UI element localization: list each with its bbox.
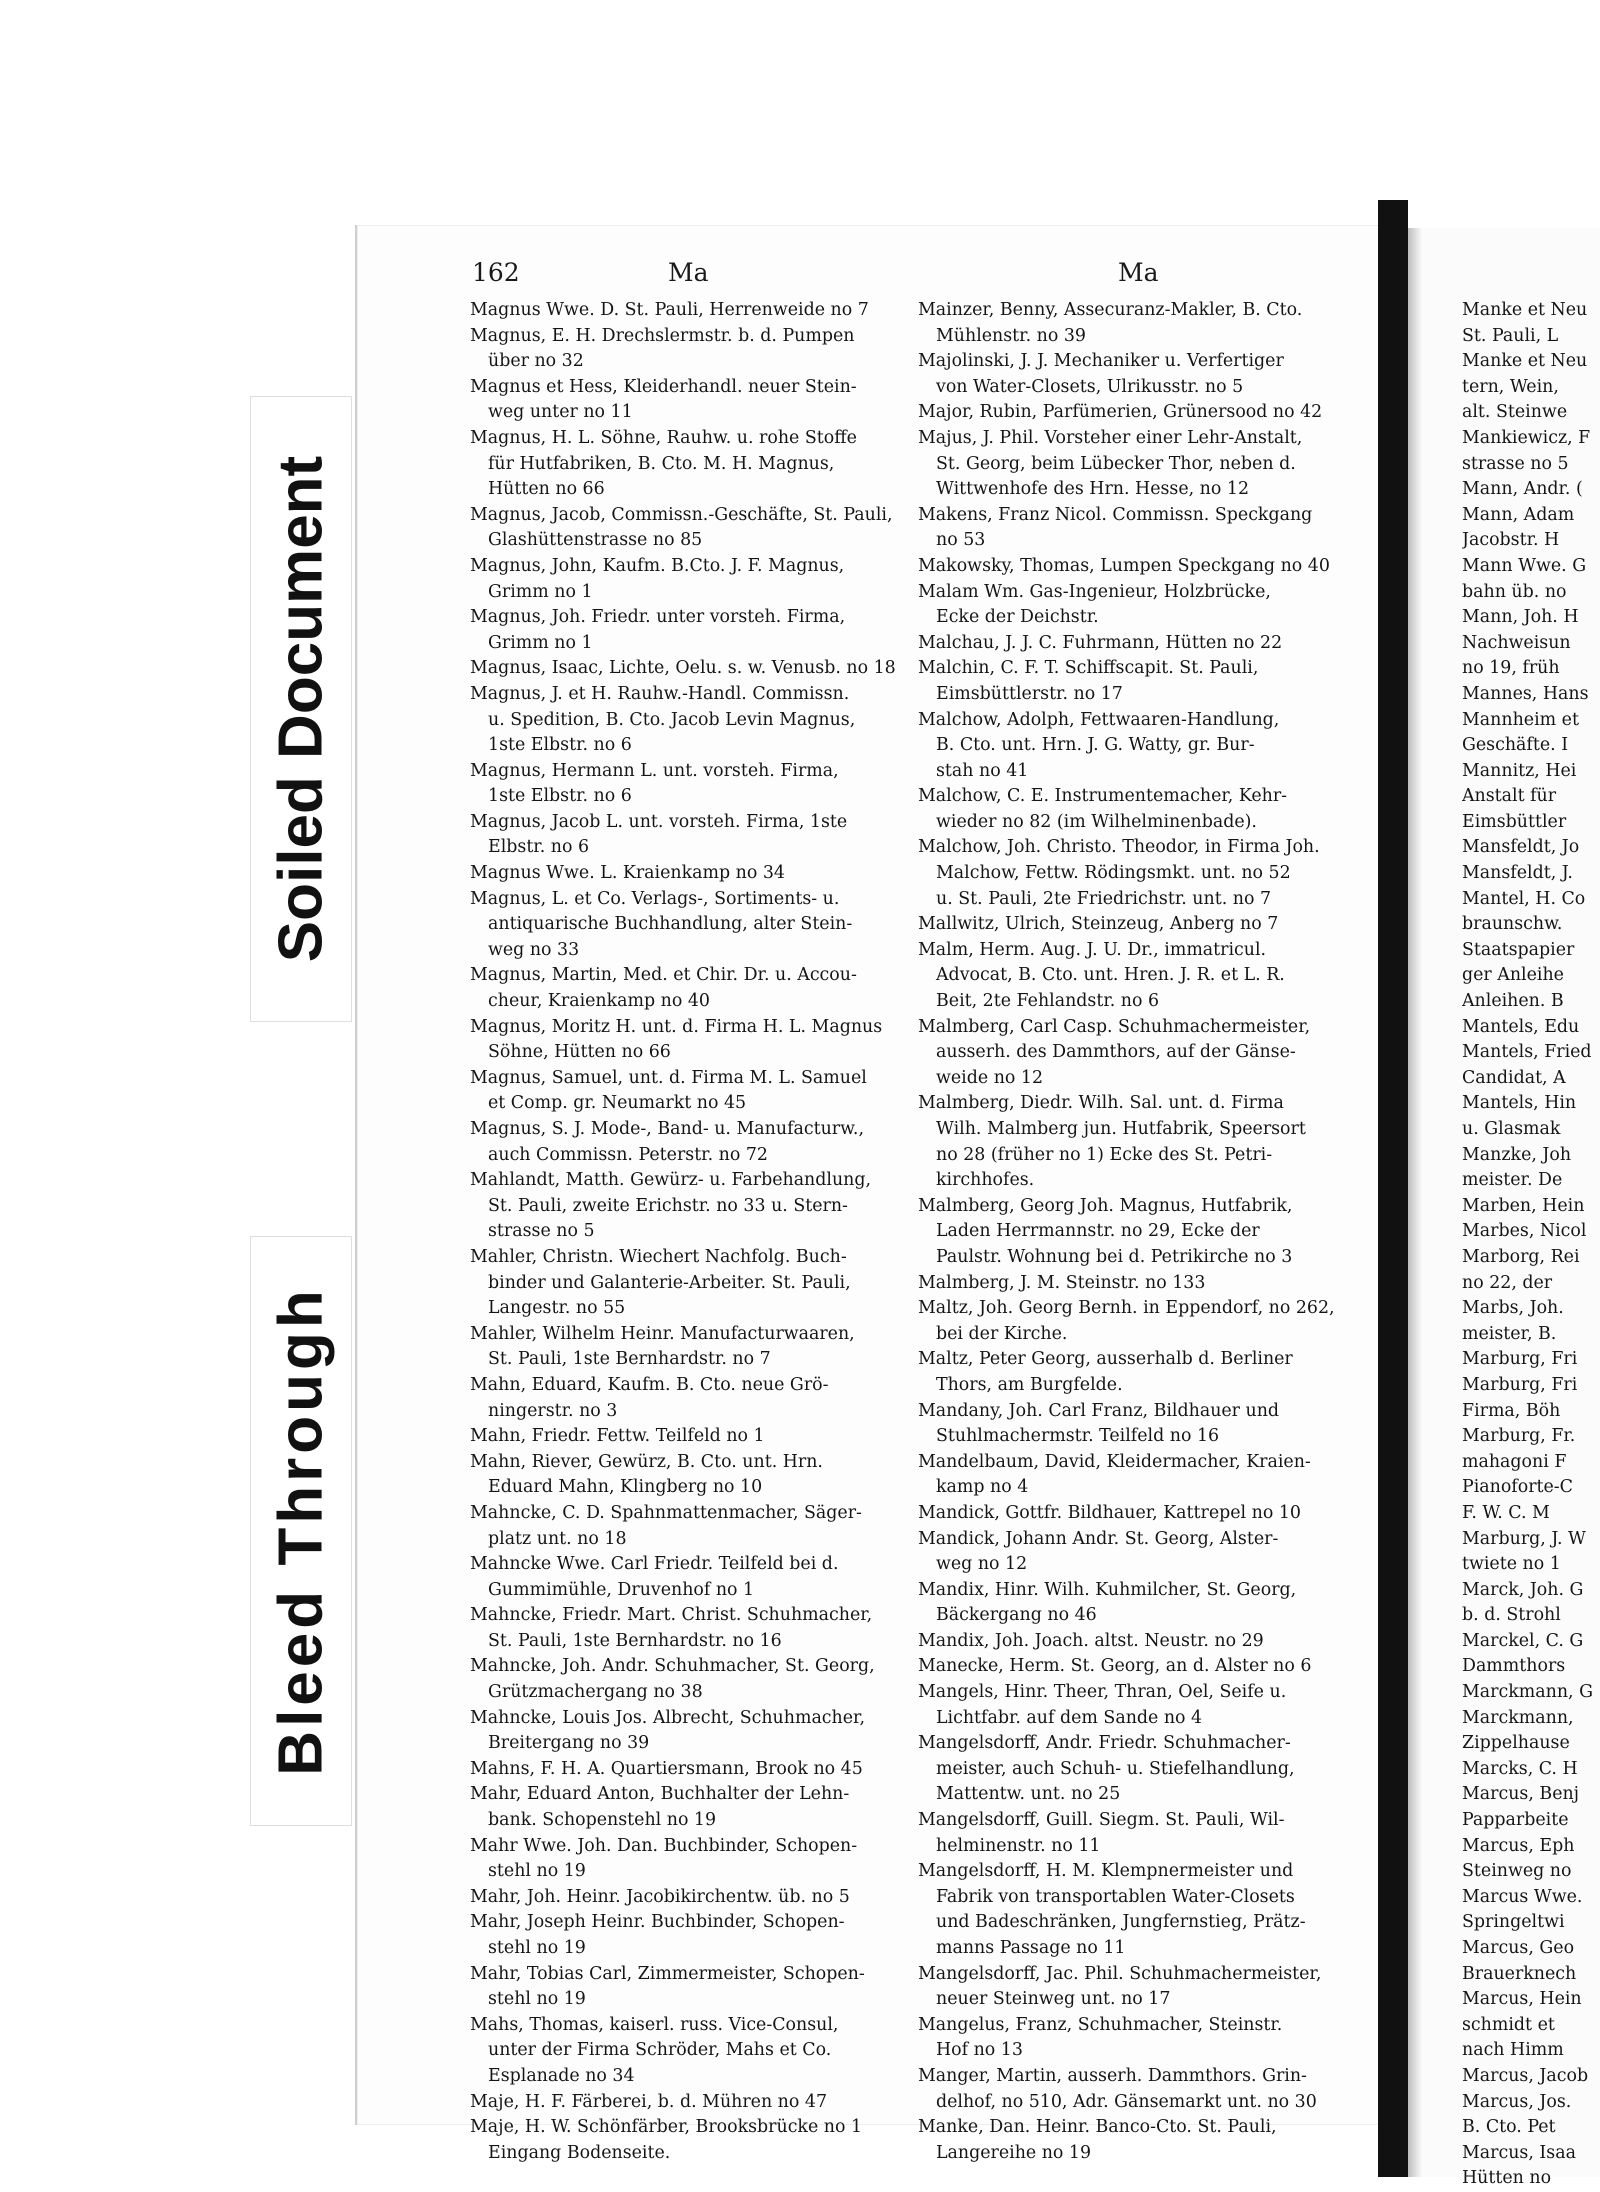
directory-line: meister, B.	[1462, 1323, 1557, 1344]
directory-line: Brauerknech	[1462, 1963, 1577, 1984]
directory-line: Hütten no	[1462, 2168, 1552, 2189]
directory-line: stehl no 19	[488, 1989, 586, 2010]
directory-line: strasse no 5	[1462, 453, 1569, 474]
directory-line: weg no 12	[936, 1554, 1028, 1575]
directory-line: Mangelsdorff, Andr. Friedr. Schuhmacher-	[918, 1733, 1291, 1754]
directory-line: Magnus, S. J. Mode-, Band- u. Manufacturw.,	[470, 1119, 864, 1139]
directory-line: Marborg, Rei	[1462, 1246, 1580, 1267]
directory-line: Manger, Martin, ausserh. Dammthors. Grin-	[918, 2065, 1307, 2086]
book-gutter	[1378, 200, 1408, 2177]
directory-line: Pianoforte-C	[1462, 1477, 1573, 1498]
directory-line: bei der Kirche.	[936, 1323, 1068, 1344]
directory-line: no 19, früh	[1462, 658, 1560, 679]
directory-line: et Comp. gr. Neumarkt no 45	[488, 1093, 747, 1114]
facing-page-column	[1462, 298, 1600, 2192]
directory-line: Malm, Herm. Aug. J. U. Dr., immatricul.	[918, 939, 1267, 960]
directory-line: Esplanade no 34	[488, 2065, 635, 2086]
directory-line: cheur, Kraienkamp no 40	[488, 991, 711, 1012]
directory-line: Grimm no 1	[488, 632, 593, 653]
directory-line: Malchin, C. F. T. Schiffscapit. St. Pauli,	[918, 658, 1259, 679]
directory-line: Malchow, C. E. Instrumentemacher, Kehr-	[918, 786, 1288, 807]
directory-line: Manzke, Joh	[1462, 1144, 1572, 1165]
directory-line: Papparbeite	[1462, 1810, 1569, 1831]
directory-line: 1ste Elbstr. no 6	[488, 786, 632, 807]
directory-line: Marckel, C. G	[1462, 1630, 1584, 1651]
directory-line: Mandix, Joh. Joach. altst. Neustr. no 29	[918, 1630, 1264, 1651]
directory-line: Malmberg, Diedr. Wilh. Sal. unt. d. Firma	[918, 1093, 1284, 1114]
directory-line: Manke et Neu	[1462, 351, 1588, 372]
directory-line: Mandick, Gottfr. Bildhauer, Kattrepel no 10	[918, 1502, 1301, 1523]
directory-line: Marcus, Jos.	[1462, 2091, 1572, 2112]
directory-line: Advocat, B. Cto. unt. Hren. J. R. et L. R.	[936, 965, 1285, 986]
directory-line: St. Pauli, zweite Erichstr. no 33 u. Stern-	[488, 1195, 848, 1216]
directory-line: Mannitz, Hei	[1462, 760, 1577, 781]
directory-line: weg unter no 11	[488, 402, 633, 423]
right-column	[918, 298, 1378, 2166]
directory-line: Majus, J. Phil. Vorsteher einer Lehr-Anstalt,	[918, 427, 1303, 448]
directory-line: Mahn, Eduard, Kaufm. B. Cto. neue Grö-	[470, 1374, 829, 1395]
directory-line: Marck, Joh. G	[1462, 1579, 1584, 1600]
directory-line: Breitergang no 39	[488, 1733, 650, 1754]
directory-line: Magnus Wwe. D. St. Pauli, Herrenweide no 7	[470, 300, 869, 320]
bleed-through-tab	[250, 1236, 352, 1826]
directory-line: Magnus, Joh. Friedr. unter vorsteh. Firma,	[470, 607, 846, 628]
directory-line: Malchow, Fettw. Rödingsmkt. unt. no 52	[936, 863, 1291, 884]
directory-line: Magnus, Jacob, Commissn.-Geschäfte, St. Pauli,	[470, 504, 893, 525]
directory-line: Glashüttenstrasse no 85	[488, 530, 703, 551]
directory-line: stah no 41	[936, 760, 1029, 781]
directory-line: Magnus, Jacob L. unt. vorsteh. Firma, 1ste	[470, 811, 848, 832]
directory-line: Major, Rubin, Parfümerien, Grünersood no 42	[918, 402, 1323, 423]
directory-line: Mahr Wwe. Joh. Dan. Buchbinder, Schopen-	[470, 1835, 858, 1856]
directory-line: mahagoni F	[1462, 1451, 1567, 1472]
directory-line: Mangelsdorff, H. M. Klempnermeister und	[918, 1861, 1294, 1882]
directory-line: Langereihe no 19	[936, 2142, 1092, 2163]
directory-line: Steinweg no	[1462, 1861, 1572, 1882]
page-number: 162	[472, 258, 520, 287]
directory-line: Magnus, Samuel, unt. d. Firma M. L. Samuel	[470, 1067, 867, 1088]
directory-line: Maltz, Joh. Georg Bernh. in Eppendorf, no 262,	[918, 1298, 1335, 1319]
directory-line: binder und Galanterie-Arbeiter. St. Pauli,	[488, 1272, 851, 1293]
directory-line: Marcks, C. H	[1462, 1758, 1578, 1779]
directory-line: stehl no 19	[488, 1861, 586, 1882]
directory-line: kirchhofes.	[936, 1170, 1035, 1191]
directory-line: Dammthors	[1462, 1656, 1566, 1677]
directory-line: Magnus, Moritz H. unt. d. Firma H. L. Magnus	[470, 1016, 883, 1037]
directory-line: Mandelbaum, David, Kleidermacher, Kraien-	[918, 1451, 1311, 1472]
directory-line: unter der Firma Schröder, Mahs et Co.	[488, 2040, 832, 2061]
directory-line: Magnus, Isaac, Lichte, Oelu. s. w. Venusb. no 18	[470, 658, 896, 679]
right-running-head: Ma	[1118, 258, 1159, 287]
directory-line: Mangelus, Franz, Schuhmacher, Steinstr.	[918, 2014, 1283, 2035]
directory-line: Marcus, Isaa	[1462, 2142, 1576, 2163]
directory-line: bahn üb. no	[1462, 581, 1567, 602]
directory-line: Grimm no 1	[488, 581, 593, 602]
directory-line: Mahncke, Louis Jos. Albrecht, Schuhmacher,	[470, 1707, 865, 1728]
directory-line: Beit, 2te Fehlandstr. no 6	[936, 991, 1160, 1012]
directory-line: ausserh. des Dammthors, auf der Gänse-	[936, 1042, 1296, 1063]
directory-line: über no 32	[488, 351, 584, 372]
directory-line: Mahler, Wilhelm Heinr. Manufacturwaaren,	[470, 1323, 855, 1344]
directory-line: Thors, am Burgfelde.	[936, 1374, 1123, 1395]
directory-line: Fabrik von transportablen Water-Closets	[936, 1886, 1295, 1907]
directory-line: Mandix, Hinr. Wilh. Kuhmilcher, St. Georg,	[918, 1579, 1297, 1600]
directory-line: Marburg, Fri	[1462, 1374, 1578, 1395]
directory-line: Mahler, Christn. Wiechert Nachfolg. Buch-	[470, 1246, 847, 1267]
directory-line: delhof, no 510, Adr. Gänsemarkt unt. no 30	[936, 2091, 1317, 2112]
directory-line: neuer Steinweg unt. no 17	[936, 1989, 1171, 2010]
directory-line: Jacobstr. H	[1462, 530, 1560, 551]
directory-line: Mannes, Hans	[1462, 683, 1589, 704]
directory-line: Söhne, Hütten no 66	[488, 1042, 671, 1063]
directory-line: Mandany, Joh. Carl Franz, Bildhauer und	[918, 1400, 1280, 1421]
directory-line: stehl no 19	[488, 1938, 586, 1958]
directory-line: Magnus, Hermann L. unt. vorsteh. Firma,	[470, 760, 839, 781]
directory-line: Marben, Hein	[1462, 1195, 1585, 1216]
directory-line: ger Anleihe	[1462, 965, 1564, 986]
directory-line: Marcus, Benj	[1462, 1784, 1580, 1805]
directory-line: Mann Wwe. G	[1462, 555, 1587, 576]
directory-line: Firma, Böh	[1462, 1400, 1561, 1421]
left-running-head: Ma	[668, 258, 709, 287]
directory-line: Anleihen. B	[1462, 991, 1564, 1012]
directory-line: nach Himm	[1462, 2040, 1564, 2061]
directory-line: Marbes, Nicol	[1462, 1221, 1587, 1242]
directory-line: Wilh. Malmberg jun. Hutfabrik, Speersort	[936, 1119, 1306, 1139]
directory-line: weg no 33	[488, 939, 580, 960]
directory-line: St. Pauli, 1ste Bernhardstr. no 7	[488, 1349, 771, 1370]
directory-line: no 28 (früher no 1) Ecke des St. Petri-	[936, 1144, 1273, 1165]
directory-line: no 22, der	[1462, 1272, 1553, 1293]
directory-line: b. d. Strohl	[1462, 1605, 1561, 1626]
directory-line: Langestr. no 55	[488, 1298, 626, 1319]
directory-line: Marbs, Joh.	[1462, 1298, 1564, 1319]
directory-line: Eimsbüttler	[1462, 811, 1567, 832]
directory-line: Mahncke, Joh. Andr. Schuhmacher, St. Georg,	[470, 1656, 875, 1677]
directory-line: wieder no 82 (im Wilhelminenbade).	[936, 811, 1257, 832]
directory-line: St. Georg, beim Lübecker Thor, neben d.	[936, 453, 1296, 474]
directory-line: Magnus et Hess, Kleiderhandl. neuer Stein-	[470, 376, 857, 397]
directory-line: Paulstr. Wohnung bei d. Petrikirche no 3	[936, 1246, 1293, 1267]
directory-line: Malmberg, Carl Casp. Schuhmachermeister,	[918, 1016, 1311, 1037]
directory-line: Magnus Wwe. L. Kraienkamp no 34	[470, 863, 785, 884]
directory-line: F. W. C. M	[1462, 1502, 1550, 1523]
directory-line: Magnus, E. H. Drechslermstr. b. d. Pumpen	[470, 325, 855, 346]
directory-line: Hof no 13	[936, 2040, 1023, 2061]
directory-line: twiete no 1	[1462, 1554, 1561, 1575]
directory-line: Magnus, L. et Co. Verlags-, Sortiments- u.	[470, 888, 840, 909]
directory-line: Lichtfabr. auf dem Sande no 4	[936, 1707, 1203, 1728]
directory-line: Mandick, Johann Andr. St. Georg, Alster-	[918, 1528, 1279, 1549]
directory-line: Mahns, F. H. A. Quartiersmann, Brook no 45	[470, 1758, 863, 1779]
facing-page-shadow	[1408, 228, 1422, 2177]
directory-line: Manecke, Herm. St. Georg, an d. Alster no 6	[918, 1656, 1312, 1677]
directory-line: Stuhlmachermstr. Teilfeld no 16	[936, 1426, 1220, 1447]
directory-line: B. Cto. Pet	[1462, 2117, 1556, 2138]
directory-line: Anstalt für	[1462, 786, 1557, 807]
directory-line: Mantels, Hin	[1462, 1093, 1577, 1114]
directory-line: Malmberg, Georg Joh. Magnus, Hutfabrik,	[918, 1195, 1293, 1216]
directory-line: Marburg, Fr.	[1462, 1426, 1576, 1447]
directory-line: Mangels, Hinr. Theer, Thran, Oel, Seife u.	[918, 1682, 1287, 1703]
directory-line: für Hutfabriken, B. Cto. M. H. Magnus,	[488, 453, 835, 474]
directory-line: Makens, Franz Nicol. Commissn. Speckgang	[918, 504, 1313, 525]
directory-line: Staatspapier	[1462, 939, 1575, 960]
directory-line: Marcus, Jacob	[1462, 2065, 1589, 2086]
directory-line: braunschw.	[1462, 914, 1563, 935]
directory-line: Marckmann, G	[1462, 1682, 1593, 1703]
directory-line: Zippelhause	[1462, 1733, 1570, 1754]
directory-line: Mattentw. unt. no 25	[936, 1784, 1121, 1805]
directory-line: Mallwitz, Ulrich, Steinzeug, Anberg no 7	[918, 914, 1279, 935]
directory-line: Malchow, Joh. Christo. Theodor, in Firma Joh.	[918, 837, 1320, 858]
directory-line: Mantels, Edu	[1462, 1016, 1580, 1037]
directory-line: weide no 12	[936, 1067, 1044, 1088]
directory-line: Eimsbüttlerstr. no 17	[936, 683, 1123, 704]
directory-line: Nachweisun	[1462, 632, 1571, 653]
directory-line: Mantels, Fried	[1462, 1042, 1592, 1063]
directory-line: Mahr, Eduard Anton, Buchhalter der Lehn-	[470, 1784, 850, 1805]
directory-line: Gummimühle, Druvenhof no 1	[488, 1579, 755, 1600]
directory-line: Mangelsdorff, Guill. Siegm. St. Pauli, Wil-	[918, 1810, 1285, 1831]
directory-line: Geschäfte. I	[1462, 735, 1569, 756]
directory-line: Mahncke Wwe. Carl Friedr. Teilfeld bei d.	[470, 1554, 839, 1575]
directory-line: Mahncke, Friedr. Mart. Christ. Schuhmacher,	[470, 1605, 873, 1626]
directory-line: Grützmachergang no 38	[488, 1682, 703, 1703]
directory-line: St. Pauli, 1ste Bernhardstr. no 16	[488, 1630, 782, 1651]
directory-line: u. St. Pauli, 2te Friedrichstr. unt. no 7	[936, 888, 1272, 909]
directory-line: Candidat, A	[1462, 1067, 1566, 1088]
directory-line: Mangelsdorff, Jac. Phil. Schuhmachermeister,	[918, 1963, 1322, 1984]
directory-line: Eduard Mahn, Klingberg no 10	[488, 1477, 763, 1498]
directory-line: Manke et Neu	[1462, 300, 1588, 320]
directory-line: meister, auch Schuh- u. Stiefelhandlung,	[936, 1758, 1295, 1779]
directory-line: ningerstr. no 3	[488, 1400, 618, 1421]
directory-line: Magnus, John, Kaufm. B.Cto. J. F. Magnus,	[470, 555, 845, 576]
left-column	[470, 298, 925, 2166]
directory-line: Mansfeldt, J.	[1462, 863, 1573, 884]
soiled-document-label: Soiled Document	[266, 455, 336, 963]
directory-line: schmidt et	[1462, 2014, 1555, 2035]
directory-line: Marcus, Geo	[1462, 1938, 1575, 1958]
directory-line: Marburg, J. W	[1462, 1528, 1586, 1549]
directory-line: Magnus, Martin, Med. et Chir. Dr. u. Accou-	[470, 965, 857, 986]
directory-line: Marckmann,	[1462, 1707, 1574, 1728]
directory-line: Springeltwi	[1462, 1912, 1565, 1933]
directory-line: antiquarische Buchhandlung, alter Stein-	[488, 914, 853, 935]
directory-line: Mann, Andr. (	[1462, 479, 1583, 500]
directory-line: alt. Steinwe	[1462, 402, 1568, 423]
directory-line: Magnus, H. L. Söhne, Rauhw. u. rohe Stoffe	[470, 427, 857, 448]
directory-line: no 53	[936, 530, 986, 551]
soiled-document-tab	[250, 396, 352, 1022]
directory-line: Ecke der Deichstr.	[936, 607, 1099, 628]
directory-line: Mann, Adam	[1462, 504, 1575, 525]
directory-line: Mahn, Friedr. Fettw. Teilfeld no 1	[470, 1426, 765, 1447]
directory-line: Hütten no 66	[488, 479, 605, 500]
directory-line: u. Glasmak	[1462, 1119, 1561, 1139]
directory-line: Malmberg, J. M. Steinstr. no 133	[918, 1272, 1206, 1293]
directory-line: Maje, H. W. Schönfärber, Brooksbrücke no 1	[470, 2117, 863, 2138]
directory-line: Marburg, Fri	[1462, 1349, 1578, 1370]
directory-line: Marcus, Eph	[1462, 1835, 1575, 1856]
directory-line: kamp no 4	[936, 1477, 1029, 1498]
directory-line: Mann, Joh. H	[1462, 607, 1579, 628]
directory-line: Makowsky, Thomas, Lumpen Speckgang no 40	[918, 555, 1330, 576]
directory-line: Mahr, Joh. Heinr. Jacobikirchentw. üb. no 5	[470, 1886, 850, 1907]
directory-line: Mainzer, Benny, Assecuranz-Makler, B. Cto.	[918, 300, 1303, 320]
directory-line: Mannheim et	[1462, 709, 1579, 730]
directory-line: B. Cto. unt. Hrn. J. G. Watty, gr. Bur-	[936, 735, 1255, 756]
directory-line: Mahlandt, Matth. Gewürz- u. Farbehandlung,	[470, 1170, 872, 1191]
directory-line: Mansfeldt, Jo	[1462, 837, 1580, 858]
directory-line: 1ste Elbstr. no 6	[488, 735, 632, 756]
directory-line: Maje, H. F. Färberei, b. d. Mühren no 47	[470, 2091, 828, 2112]
bleed-through-label: Bleed Through	[266, 1286, 336, 1776]
directory-line: Mahr, Joseph Heinr. Buchbinder, Schopen-	[470, 1912, 845, 1933]
directory-line: Wittwenhofe des Hrn. Hesse, no 12	[936, 479, 1250, 500]
directory-line: Marcus, Hein	[1462, 1989, 1582, 2010]
directory-line: strasse no 5	[488, 1221, 595, 1242]
directory-line: Malchow, Adolph, Fettwaaren-Handlung,	[918, 709, 1280, 730]
directory-line: Mankiewicz, F	[1462, 427, 1591, 448]
directory-line: Mühlenstr. no 39	[936, 325, 1086, 346]
directory-line: Mahr, Tobias Carl, Zimmermeister, Schopen-	[470, 1963, 865, 1984]
directory-line: Elbstr. no 6	[488, 837, 590, 858]
directory-line: meister. De	[1462, 1170, 1563, 1191]
directory-line: Manke, Dan. Heinr. Banco-Cto. St. Pauli,	[918, 2117, 1277, 2138]
directory-line: Mahs, Thomas, kaiserl. russ. Vice-Consul,	[470, 2014, 839, 2035]
directory-line: Malam Wm. Gas-Ingenieur, Holzbrücke,	[918, 581, 1271, 602]
directory-line: auch Commissn. Peterstr. no 72	[488, 1144, 768, 1165]
directory-line: von Water-Closets, Ulrikusstr. no 5	[936, 376, 1244, 397]
directory-line: und Badeschränken, Jungfernstieg, Prätz-	[936, 1912, 1306, 1933]
directory-line: platz unt. no 18	[488, 1528, 627, 1549]
directory-line: Malchau, J. J. C. Fuhrmann, Hütten no 22	[918, 632, 1283, 653]
directory-line: Majolinski, J. J. Mechaniker u. Verfertiger	[918, 351, 1284, 372]
directory-line: helminenstr. no 11	[936, 1835, 1101, 1856]
directory-line: Magnus, J. et H. Rauhw.-Handl. Commissn.	[470, 683, 850, 704]
directory-line: bank. Schopenstehl no 19	[488, 1810, 717, 1831]
directory-line: Bäckergang no 46	[936, 1605, 1097, 1626]
directory-line: St. Pauli, L	[1462, 325, 1559, 346]
directory-line: Mahn, Riever, Gewürz, B. Cto. unt. Hrn.	[470, 1451, 823, 1472]
directory-line: Laden Herrmannstr. no 29, Ecke der	[936, 1221, 1260, 1242]
directory-line: manns Passage no 11	[936, 1938, 1126, 1958]
directory-line: Mantel, H. Co	[1462, 888, 1586, 909]
directory-line: Mahncke, C. D. Spahnmattenmacher, Säger-	[470, 1502, 862, 1523]
directory-line: Marcus Wwe.	[1462, 1886, 1583, 1907]
directory-line: Maltz, Peter Georg, ausserhalb d. Berliner	[918, 1349, 1293, 1370]
directory-line: u. Spedition, B. Cto. Jacob Levin Magnus,	[488, 709, 856, 730]
directory-line: Eingang Bodenseite.	[488, 2142, 671, 2163]
directory-line: tern, Wein,	[1462, 376, 1559, 397]
